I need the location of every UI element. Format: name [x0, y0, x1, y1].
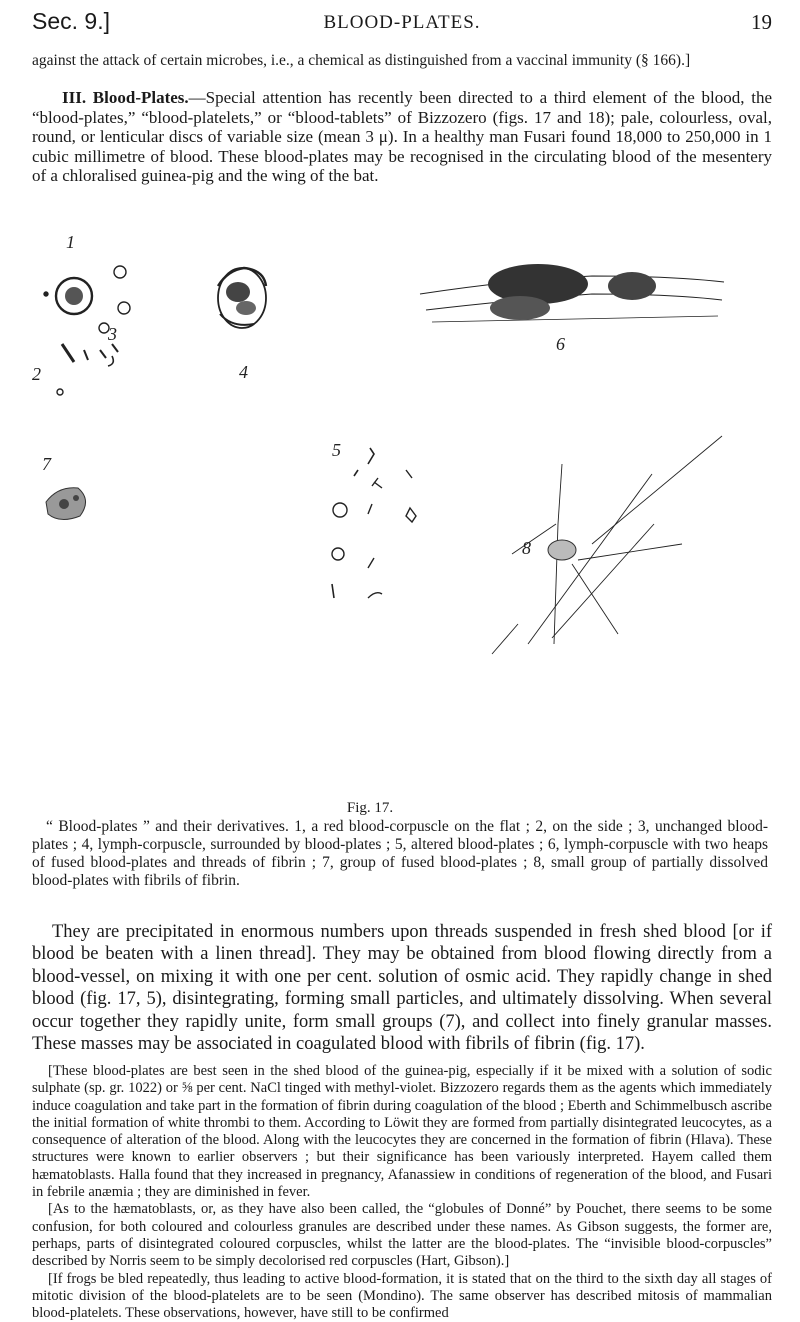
figure-17-illustration	[32, 224, 772, 794]
dissolved-plate-group	[548, 540, 576, 560]
lymph-nucleus	[236, 301, 256, 315]
lymph-corpuscle	[608, 272, 656, 300]
blood-plate	[44, 292, 48, 296]
lymph-nucleus	[226, 282, 250, 302]
section-iii-paragraph	[32, 88, 772, 186]
main-paragraph	[32, 921, 772, 1055]
fibrin-fibril	[572, 564, 618, 634]
red-corpuscle-centre	[65, 287, 83, 305]
blood-plate	[114, 266, 126, 278]
page-number: 19	[751, 10, 772, 34]
figure-label-3: 3	[108, 324, 117, 344]
blood-plate-side	[84, 350, 88, 360]
figure-label-7: 7	[42, 454, 51, 474]
blood-plate	[118, 302, 130, 314]
altered-plate	[368, 558, 374, 568]
altered-plate	[368, 504, 372, 514]
running-title: BLOOD-PLATES.	[323, 12, 481, 33]
small-print-notes	[32, 1063, 772, 1322]
altered-plate	[372, 478, 382, 488]
altered-plate	[406, 470, 412, 478]
altered-plate	[332, 584, 334, 598]
figure-label-4: 4	[239, 362, 248, 382]
fused-plate-heap	[488, 264, 588, 304]
intro-text: against the attack of certain microbes, i.e., a chemical as distinguished from a vaccinal immunity (§ 166).]	[32, 52, 691, 69]
blood-plate-unchanged	[108, 356, 113, 366]
small-paragraph-2: [As to the hæmatoblasts, or, as they have also been called, the “globules of Donné” by Pouchet, there seems to be some confusion, for both coloured and colourless granules are described under these names. As Gibson suggests, the former are, perhaps, parts of disintegrated coloured corpuscles, whilst the latter are the blood-plates. The “invisible blood-corpuscles” described by Norris seem to be simply decolorised red corpuscles (Hart, Gibson).]	[32, 1201, 772, 1270]
surrounding-plates	[220, 314, 254, 325]
fibrin-thread	[432, 316, 718, 322]
section-iii-text: —Special attention has recently been directed to a third element of the blood, the “blood-plates,” “blood-platelets,” or “blood-tablets” of Bizzozero (figs. 17 and 18); pale, colourless, oval, round, or lenticular discs of variable size (mean 3 μ). In a healthy man Fusari found 18,000 to 250,000 in 1 cubic millimetre of blood. These blood-plates may be recognised in the circulating blood of the mesentery of a chloralised guinea-pig and the wing of the bat.	[32, 88, 772, 185]
altered-plate	[406, 508, 416, 522]
fused-plate	[59, 499, 69, 509]
fibrin-fibril	[492, 624, 518, 654]
blood-plate-unchanged	[112, 344, 118, 352]
section-iii-body	[32, 88, 772, 186]
figure-label-5: 5	[332, 440, 341, 460]
figure-label-2: 2	[32, 364, 41, 384]
figure-label-6: 6	[556, 334, 565, 354]
blood-plate-unchanged	[100, 350, 106, 358]
blood-plate	[57, 389, 63, 395]
fibrin-fibril	[528, 474, 652, 644]
figure-caption	[32, 818, 768, 890]
altered-plate	[368, 448, 374, 464]
fibrin-fibril	[592, 436, 722, 544]
red-corpuscle-side	[62, 344, 74, 362]
main-paragraph-text: They are precipitated in enormous numbers upon threads suspended in fresh shed blood [or if blood be beaten with a linen thread]. They may be obtained from blood flowing directly from a blood-vessel, on mixing it with one per cent. solution of osmic acid. They rapidly change in shed blood (fig. 17, 5), disintegrating, forming small particles, and ultimately dissolving. When several occur together they rapidly unite, form small groups (7), and collect into finely granular masses. These masses may be associated in coagulated blood with fibrils of fibrin (fig. 17).	[32, 922, 772, 1055]
figure-label-8: 8	[522, 538, 531, 558]
running-header	[32, 8, 772, 48]
altered-plate	[368, 593, 382, 598]
figure-label-1: 1	[66, 232, 75, 252]
fused-plate	[73, 495, 79, 501]
altered-plate	[333, 503, 347, 517]
fibrin-fibril	[578, 544, 682, 560]
figure-title: Fig. 17.	[346, 800, 394, 816]
section-iii-heading: III. Blood-Plates.	[62, 88, 189, 107]
altered-plate	[354, 470, 358, 476]
section-marker: Sec. 9.]	[32, 8, 110, 34]
figure-caption-text: “ Blood-plates ” and their derivatives. 1, a red blood-corpuscle on the flat ; 2, on the side ; 3, unchanged blood-plates ; 4, lymph-corpuscle, surrounded by blood-plates ; 5, altered blood-plates ; 6, lymph-corpuscle with two heaps of fused blood-plates and threads of fibrin ; 7, group of fused blood-plates ; 8, small group of partially dissolved blood-plates with fibrils of fibrin.	[32, 818, 768, 889]
altered-plate	[332, 548, 344, 560]
intro-paragraph	[32, 52, 772, 71]
small-paragraph-3: [If frogs be bled repeatedly, thus leading to active blood-formation, it is stated that on the third to the sixth day all stages of mitotic division of the blood-platelets are to be seen (Mondino). The same observer has described mitosis of mammalian blood-platelets. These observations, however, have still to be confirmed	[32, 1270, 772, 1322]
small-paragraph-1: [These blood-plates are best seen in the shed blood of the guinea-pig, especially if it be mixed with a solution of sodic sulphate (sp. gr. 1022) or ⅝ per cent. NaCl tinged with methyl-violet. Bizzozero regards them as the agents which immediately induce coagulation and take part in the formation of fibrin during coagulation of the blood ; Eberth and Schimmelbusch ascribe the initial formation of white thrombi to them. According to Löwit they are formed from partially disintegrated leucocytes, as a consequence of alteration of the blood. Along with the leucocytes they are concerned in the formation of fibrin (Hlava). These structures were known to earlier observers ; but their significance has been variously interpreted. Hayem called them hæmatoblasts. Halla found that they increased in pregnancy, Afanassiew in conditions of regeneration of the blood, and Fusari in febrile anæmia ; they are diminished in fever.	[32, 1063, 772, 1201]
fused-plate-heap	[490, 296, 550, 320]
figure-17	[32, 224, 772, 824]
